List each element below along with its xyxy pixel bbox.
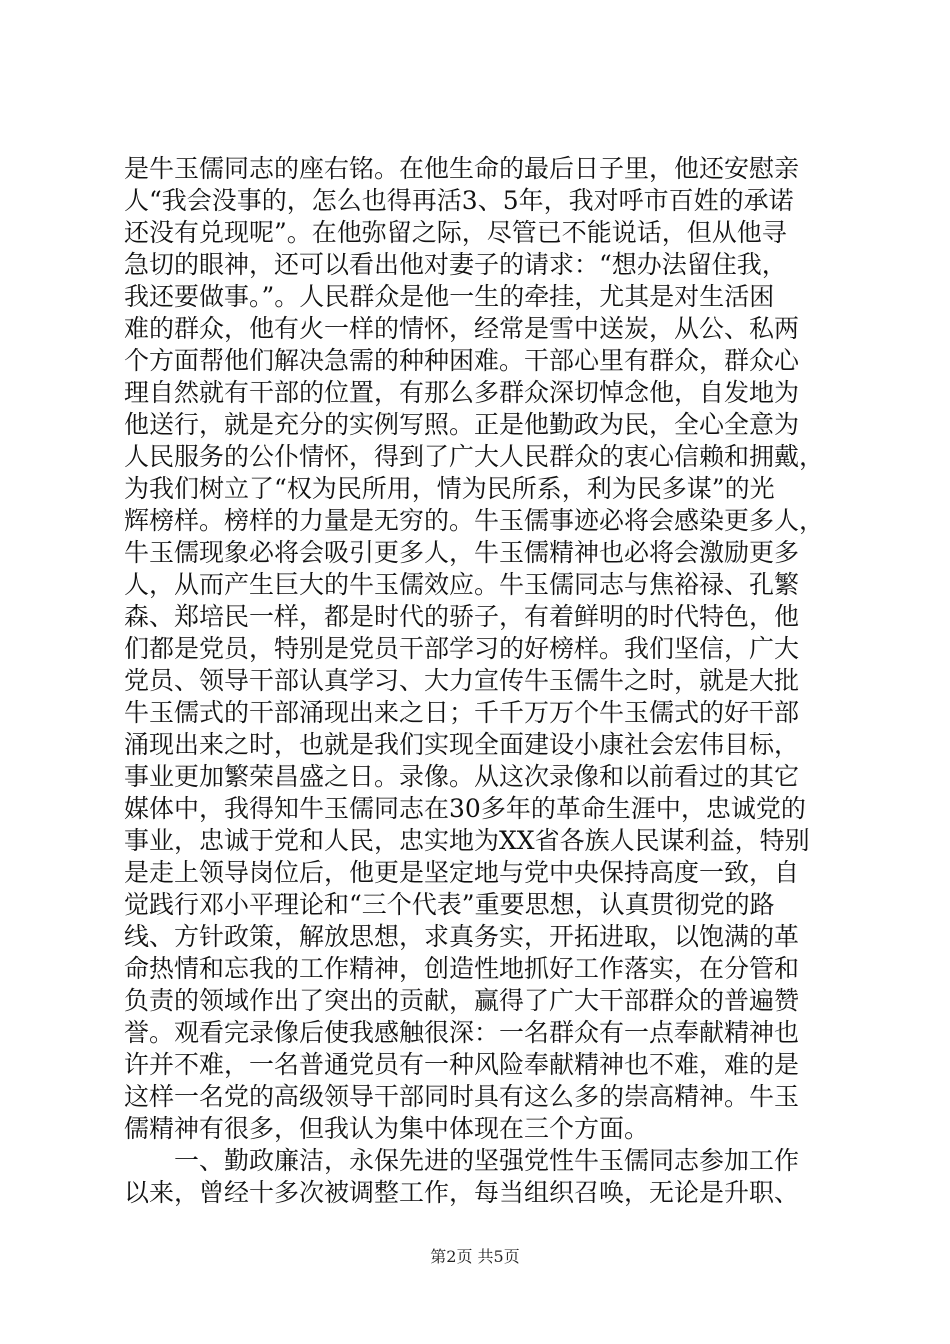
text-line: 一、勤政廉洁，永保先进的坚强党性牛玉儒同志参加工作 <box>124 1146 800 1175</box>
text-line: 党员、领导干部认真学习、大力宣传牛玉儒牛之时，就是大批 <box>124 666 800 695</box>
text-line: 线、方针政策，解放思想，求真务实，开拓进取，以饱满的革 <box>124 922 800 951</box>
text-line: 为我们树立了“权为民所用，情为民所系，利为民多谋”的光 <box>124 474 775 503</box>
text-line: 牛玉儒现象必将会吸引更多人，牛玉儒精神也必将会激励更多 <box>124 538 800 567</box>
text-line: 难的群众，他有火一样的情怀，经常是雪中送炭，从公、私两 <box>124 314 800 343</box>
page-footer <box>0 1247 950 1267</box>
text-line: 辉榜样。榜样的力量是无穷的。牛玉儒事迹必将会感染更多人， <box>124 506 825 535</box>
text-line: 人，从而产生巨大的牛玉儒效应。牛玉儒同志与焦裕禄、孔繁 <box>124 570 800 599</box>
text-line: 事业，忠诚于党和人民，忠实地为XX省各族人民谋利益，特别 <box>124 826 810 855</box>
text-line: 事业更加繁荣昌盛之日。录像。从这次录像和以前看过的其它 <box>124 762 800 791</box>
text-line: 们都是党员，特别是党员干部学习的好榜样。我们坚信，广大 <box>124 634 800 663</box>
text-line: 我还要做事。”。人民群众是他一生的牵挂，尤其是对生活困 <box>124 282 775 311</box>
text-line: 这样一名党的高级领导干部同时具有这么多的崇高精神。牛玉 <box>124 1082 800 1111</box>
text-line: 人“我会没事的，怎么也得再活3、5年，我对呼市百姓的承诺 <box>124 186 794 215</box>
text-line: 觉践行邓小平理论和“三个代表”重要思想，认真贯彻党的路 <box>124 890 775 919</box>
text-line: 还没有兑现呢”。在他弥留之际，尽管已不能说话，但从他寻 <box>124 218 787 247</box>
text-line: 负责的领域作出了突出的贡献，赢得了广大干部群众的普遍赞 <box>124 986 800 1015</box>
text-line: 誉。观看完录像后使我感触很深：一名群众有一点奉献精神也 <box>124 1018 800 1047</box>
text-line: 森、郑培民一样，都是时代的骄子，有着鲜明的时代特色，他 <box>124 602 800 631</box>
text-line: 理自然就有干部的位置，有那么多群众深切悼念他，自发地为 <box>124 378 800 407</box>
text-line: 他送行，就是充分的实例写照。正是他勤政为民，全心全意为 <box>124 410 800 439</box>
text-line: 儒精神有很多，但我认为集中体现在三个方面。 <box>124 1114 650 1143</box>
text-line: 是走上领导岗位后，他更是坚定地与党中央保持高度一致，自 <box>124 858 800 887</box>
text-line: 牛玉儒式的干部涌现出来之日；千千万万个牛玉儒式的好干部 <box>124 698 800 727</box>
page-number: 第2页 共5页 <box>430 1247 520 1266</box>
body-text <box>124 153 836 1209</box>
text-line: 人民服务的公仆情怀，得到了广大人民群众的衷心信赖和拥戴， <box>124 442 825 471</box>
text-line: 个方面帮他们解决急需的种种困难。干部心里有群众，群众心 <box>124 346 800 375</box>
text-line: 是牛玉儒同志的座右铭。在他生命的最后日子里，他还安慰亲 <box>124 154 800 183</box>
text-line: 许并不难，一名普通党员有一种风险奉献精神也不难，难的是 <box>124 1050 800 1079</box>
text-line: 媒体中，我得知牛玉儒同志在30多年的革命生涯中，忠诚党的 <box>124 794 806 823</box>
text-line: 以来，曾经十多次被调整工作，每当组织召唤，无论是升职、 <box>124 1178 800 1207</box>
text-line: 命热情和忘我的工作精神，创造性地抓好工作落实，在分管和 <box>124 954 800 983</box>
text-line: 涌现出来之时，也就是我们实现全面建设小康社会宏伟目标， <box>124 730 800 759</box>
text-line: 急切的眼神，还可以看出他对妻子的请求：“想办法留住我， <box>124 250 787 279</box>
